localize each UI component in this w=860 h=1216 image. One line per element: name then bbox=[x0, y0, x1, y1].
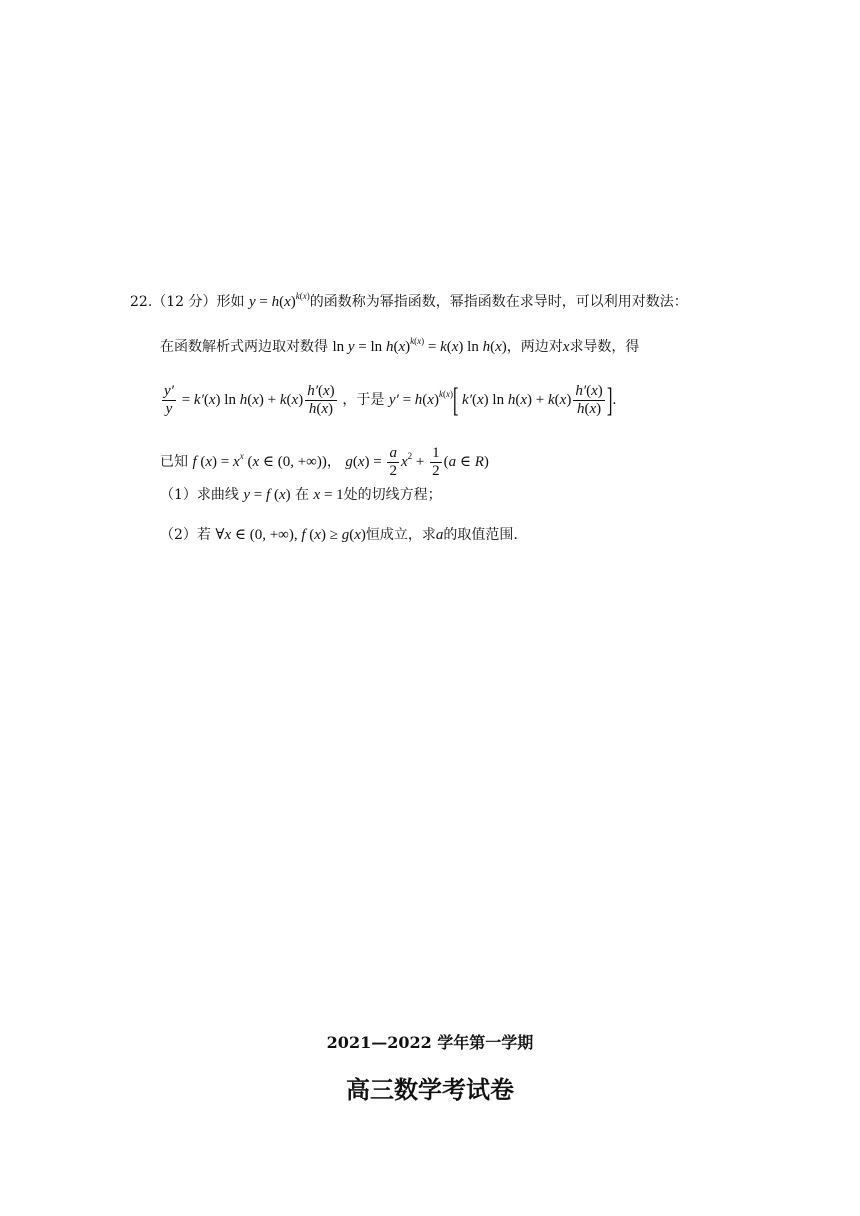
q2-mid: 恒成立，求 bbox=[365, 527, 436, 543]
log-equation: $\ln y = \ln h(x)^{k(x)} = k(x)$ ln h(x) bbox=[332, 336, 507, 355]
q1-point: x = 1 bbox=[313, 487, 344, 503]
given-functions-line bbox=[160, 436, 489, 482]
q2-label: （2）若 bbox=[160, 527, 211, 543]
function-g-definition: g(x) = $\frac{a}{2}$ $x^2$ + $\frac{1}{2}$ (a ∈ R) bbox=[345, 445, 489, 480]
question-1 bbox=[160, 485, 442, 505]
derivative-result: $y' = h(x)^{k(x)}$[ k′(x) ln h(x) + k(x) $\frac{h'(x)}{h(x)}$ ] bbox=[388, 381, 613, 419]
log-text-c: 求导数，得 bbox=[569, 339, 640, 355]
derivative-end: . bbox=[612, 392, 617, 408]
q1-mid: 在 bbox=[295, 487, 310, 503]
q1-end: 处的切线方程； bbox=[343, 487, 442, 503]
problem-header-line bbox=[130, 286, 688, 312]
derivative-equation: $\frac{y'}{y}$ = k′(x) ln h(x) + k(x) $\frac{h'(x)}{h(x)}$ bbox=[164, 383, 335, 418]
question-2 bbox=[160, 525, 518, 545]
q2-condition: ∀x ∈ (0, +∞), f (x) ≥ g(x) bbox=[215, 527, 366, 543]
problem-number: 22. bbox=[130, 294, 153, 310]
q2-variable-a: a bbox=[435, 527, 444, 543]
log-method-line bbox=[160, 331, 639, 357]
derivative-line bbox=[160, 374, 617, 420]
exam-title: 高三数学考试卷 bbox=[346, 1076, 514, 1104]
power-exponential-formula: $y = h(x)^{k(x)}$ bbox=[248, 291, 310, 310]
given-text: 已知 bbox=[160, 454, 188, 470]
log-text-a: 在函数解析式两边取对数得 bbox=[160, 339, 328, 355]
derivative-sep: ，于是 bbox=[342, 392, 385, 408]
variable-x: x bbox=[562, 339, 570, 355]
q2-end: 的取值范围. bbox=[443, 527, 518, 543]
q1-label: （1）求曲线 bbox=[160, 487, 239, 503]
given-sep: ， bbox=[326, 454, 341, 470]
q1-curve: y = f (x) bbox=[243, 487, 291, 503]
intro-text-b: 的函数称为幂指函数，幂指函数在求导时，可以利用对数法： bbox=[309, 294, 688, 310]
function-f-definition: f $(x) = x^x$ (x ∈ (0, +∞)) bbox=[192, 451, 327, 470]
exam-year-heading: 2021—2022 学年第一学期 bbox=[326, 1033, 534, 1052]
intro-text-a: 形如 bbox=[216, 294, 245, 310]
problem-points: （12 分） bbox=[152, 294, 217, 310]
log-text-b: ，两边对 bbox=[506, 339, 563, 355]
